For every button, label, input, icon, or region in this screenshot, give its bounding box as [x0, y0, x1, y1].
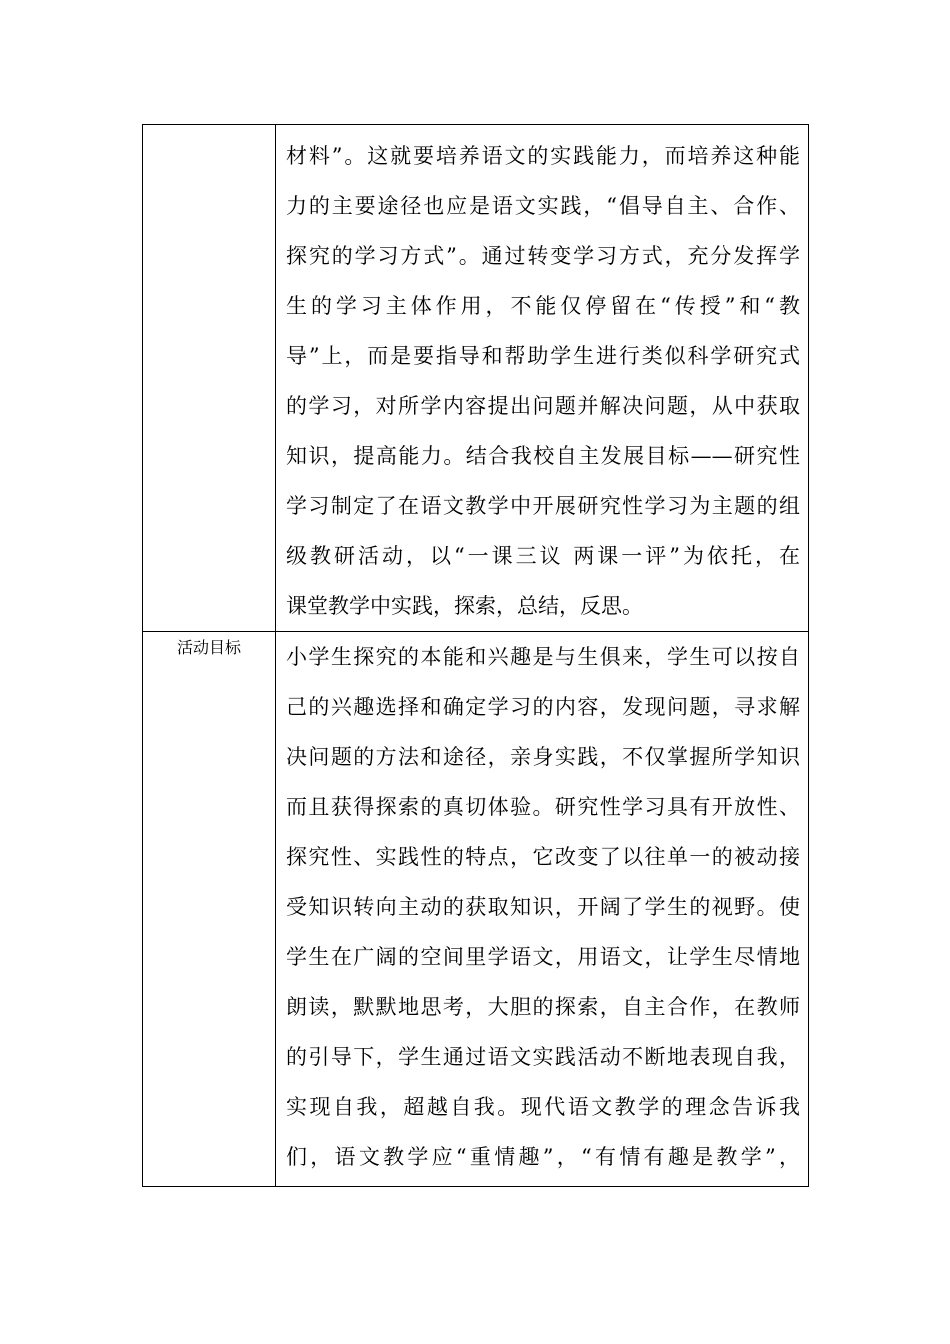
text-line: 而且获得探索的真切体验。研究性学习具有开放性、 [286, 795, 800, 819]
text-line: 探究的学习方式”。通过转变学习方式，充分发挥学 [286, 244, 800, 268]
text-line: 实现自我，超越自我。现代语文教学的理念告诉我 [286, 1095, 800, 1119]
row-content-cell [276, 632, 809, 1187]
text-line: 己的兴趣选择和确定学习的内容，发现问题，寻求解 [286, 695, 800, 719]
document-table [142, 124, 809, 1187]
text-line: 材料”。这就要培养语文的实践能力，而培养这种能 [286, 144, 800, 168]
text-line: 学生在广阔的空间里学语文，用语文，让学生尽情地 [286, 945, 800, 969]
table-row [143, 125, 809, 632]
row-label-cell [143, 632, 276, 1187]
text-line: 知识，提高能力。结合我校自主发展目标——研究性 [286, 444, 800, 468]
text-line: 受知识转向主动的获取知识，开阔了学生的视野。使 [286, 895, 800, 919]
row-label: 活动目标 [176, 638, 241, 657]
text-line: 的引导下，学生通过语文实践活动不断地表现自我， [286, 1045, 800, 1069]
text-line: 学习制定了在语文教学中开展研究性学习为主题的组 [286, 494, 800, 518]
text-line: 决问题的方法和途径，亲身实践，不仅掌握所学知识 [286, 745, 800, 769]
text-line: 们，语文教学应“重情趣”，“有情有趣是教学”， [286, 1145, 800, 1169]
text-line: 生的学习主体作用，不能仅停留在“传授”和“教 [286, 294, 800, 318]
text-line: 探究性、实践性的特点，它改变了以往单一的被动接 [286, 845, 800, 869]
text-line: 级教研活动，以“一课三议 两课一评”为依托，在 [286, 544, 800, 568]
text-line: 课堂教学中实践，探索，总结，反思。 [286, 594, 643, 618]
text-line: 力的主要途径也应是语文实践，“倡导自主、合作、 [286, 194, 800, 218]
table-row [143, 632, 809, 1187]
row-label-cell [143, 125, 276, 632]
text-line: 的学习，对所学内容提出问题并解决问题，从中获取 [286, 394, 800, 418]
text-line: 朗读，默默地思考，大胆的探索，自主合作，在教师 [286, 995, 800, 1019]
row-content-cell [276, 125, 809, 632]
text-line: 小学生探究的本能和兴趣是与生俱来，学生可以按自 [286, 645, 800, 669]
text-line: 导”上，而是要指导和帮助学生进行类似科学研究式 [286, 344, 800, 368]
